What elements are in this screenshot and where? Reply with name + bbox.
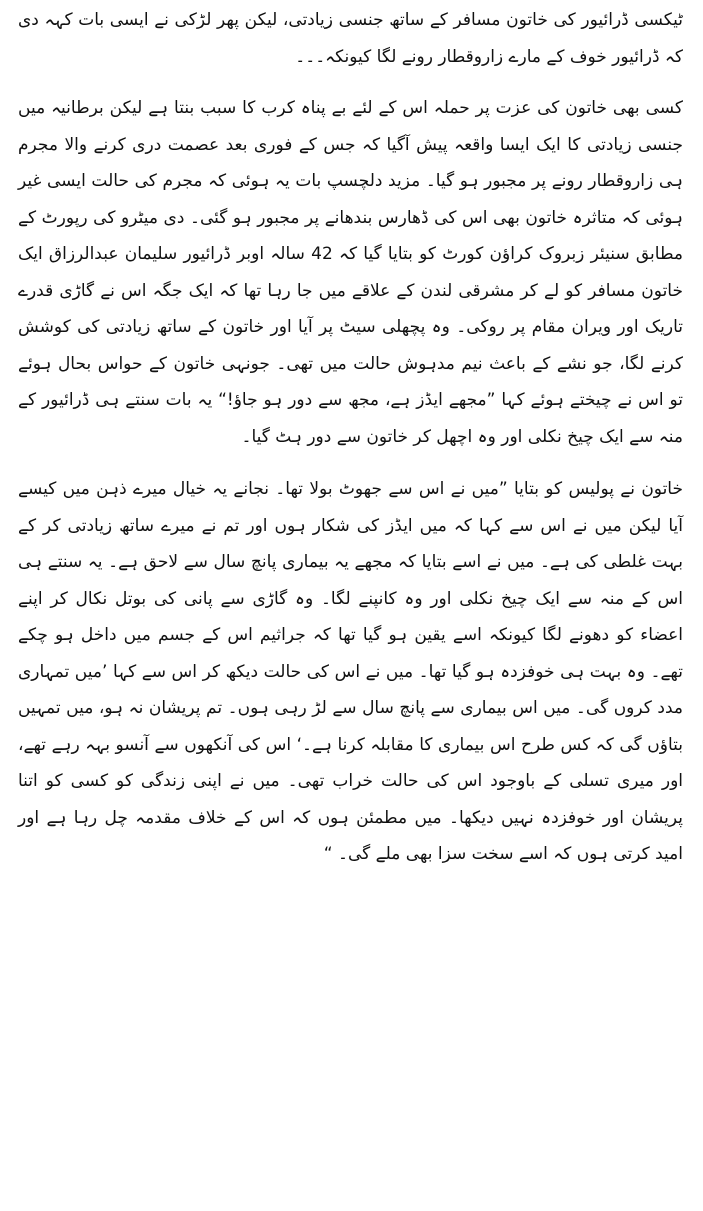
article-paragraph-1: کسی بھی خاتون کی عزت پر حملہ اس کے لئے بے پناہ کرب کا سبب بنتا ہے لیکن برطانیہ میں جنسی زیادتی کا ایک ایسا واقعہ پیش آگیا کہ جس کے فوری بعد عصمت دری کرنے والا مجرم ہی زاروقطار رونے پر مجبور ہو گیا۔ مزید دلچسپ بات یہ ہوئی کہ مجرم کی حالت ایسی غیر ہوئی کہ متاثرہ خاتون بھی اس کی ڈھارس بندھانے پر مجبور ہو گئی۔ دی میٹرو کی رپورٹ کے مطابق سنیئر زبروک کراؤن کورٹ کو بتایا گیا کہ 42 سالہ اوبر ڈرائیور سلیمان عبدالرزاق ایک خاتون مسافر کو لے کر مشرقی لندن کے علاقے میں جا رہا تھا کہ ایک جگہ اس نے گاڑی قدرے تاریک اور ویران مقام پر روکی۔ وہ پچھلی سیٹ پر آیا اور خاتون کے ساتھ زیادتی کی کوشش کرنے لگا، جو نشے کے باعث نیم مدہوش حالت میں تھی۔ جونہی خاتون کے حواس بحال ہوئے تو اس نے چیختے ہوئے کہا ”مجھے ایڈز ہے، مجھ سے دور ہو جاؤ!“ یہ بات سنتے ہی ڈرائیور کے منہ سے ایک چیخ نکلی اور وہ اچھل کر خاتون سے دور ہٹ گیا۔ (18, 98, 683, 447)
article-headline: ٹیکسی ڈرائیور کی خاتون مسافر کے ساتھ جنسی زیادتی، لیکن پھر لڑکی نے ایسی بات کہہ دی کہ ڈرائیور خوف کے مارے زاروقطار رونے لگا کیونکہ۔۔۔ (18, 10, 683, 67)
article-paragraph-2: خاتون نے پولیس کو بتایا ”میں نے اس سے جھوٹ بولا تھا۔ نجانے یہ خیال میرے ذہن میں کیسے آیا لیکن میں نے اس سے کہا کہ میں ایڈز کی شکار ہوں اور تم نے میرے ساتھ زیادتی کر کے بہت غلطی کی ہے۔ میں نے اسے بتایا کہ مجھے یہ بیماری پانچ سال سے لاحق ہے۔ یہ سنتے ہی اس کے منہ سے ایک چیخ نکلی اور وہ کانپنے لگا۔ وہ گاڑی سے پانی کی بوتل نکال کر اپنے اعضاء کو دھونے لگا کیونکہ اسے یقین ہو گیا تھا کہ جراثیم اس کے جسم میں داخل ہو چکے تھے۔ وہ بہت ہی خوفزدہ ہو گیا تھا۔ میں نے اس کی حالت دیکھ کر اس سے کہا ’میں تمہاری مدد کروں گی۔ میں اس بیماری سے پانچ سال سے لڑ رہی ہوں۔ تم پریشان نہ ہو، میں تمہیں بتاؤں گی کہ کس طرح اس بیماری کا مقابلہ کرنا ہے۔‘ اس کی آنکھوں سے آنسو بہہ رہے تھے، اور میری تسلی کے باوجود اس کی حالت خراب تھی۔ میں نے اپنی زندگی کو کسی کو اتنا پریشان اور خوفزدہ نہیں دیکھا۔ میں مطمئن ہوں کہ اس کے خلاف مقدمہ چل رہا ہے اور امید کرتی ہوں کہ اسے سخت سزا بھی ملے گی۔ “ (18, 479, 683, 864)
